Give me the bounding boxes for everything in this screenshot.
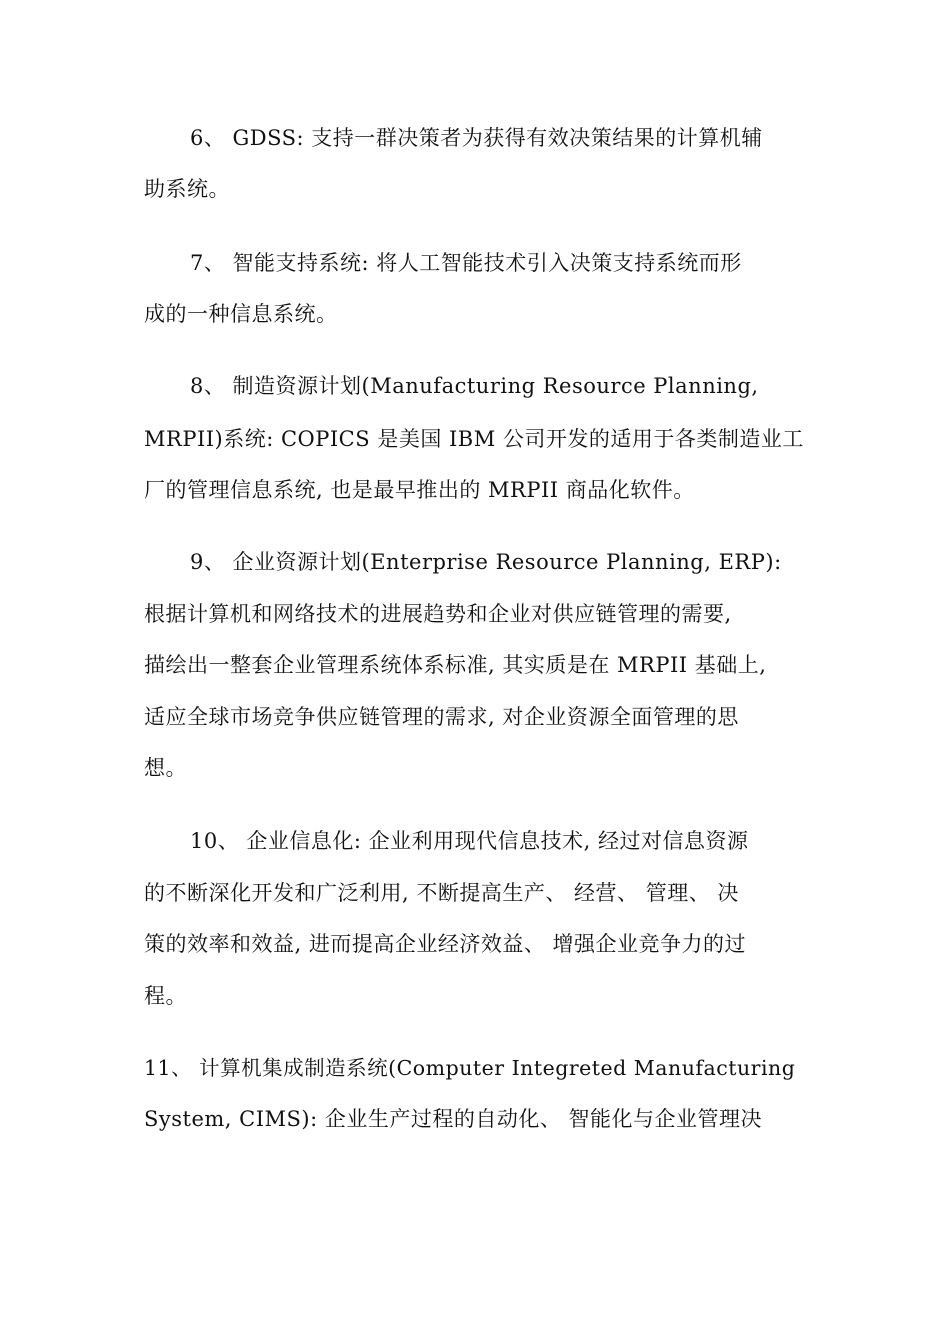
paragraph-line: MRPII)系统: COPICS 是美国 IBM 公司开发的适用于各类制造业工	[144, 427, 804, 451]
paragraph-line: 9、 企业资源计划(Enterprise Resource Planning, ERP):	[190, 550, 782, 574]
paragraph-line: 10、 企业信息化: 企业利用现代信息技术, 经过对信息资源	[190, 829, 749, 853]
paragraph-line: 厂的管理信息系统, 也是最早推出的 MRPII 商品化软件。	[144, 478, 695, 502]
paragraph-line: 7、 智能支持系统: 将人工智能技术引入决策支持系统而形	[190, 251, 742, 275]
paragraph-line: 根据计算机和网络技术的进展趋势和企业对供应链管理的需要,	[144, 602, 732, 626]
paragraph-line: 程。	[144, 984, 187, 1008]
paragraph-line: 适应全球市场竞争供应链管理的需求, 对企业资源全面管理的思	[144, 705, 739, 729]
paragraph-line: 8、 制造资源计划(Manufacturing Resource Planning,	[190, 374, 759, 398]
paragraph-line: 描绘出一整套企业管理系统体系标准, 其实质是在 MRPII 基础上,	[144, 653, 767, 677]
paragraph-line: 想。	[144, 756, 187, 780]
paragraph-line: 成的一种信息系统。	[144, 302, 338, 326]
paragraph-line: 6、 GDSS: 支持一群决策者为获得有效决策结果的计算机辅	[190, 126, 763, 150]
paragraph-line: 的不断深化开发和广泛利用, 不断提高生产、 经营、 管理、 决	[144, 881, 739, 905]
paragraph-line: 助系统。	[144, 177, 230, 201]
paragraph-line: 11、 计算机集成制造系统(Computer Integreted Manufacturing	[144, 1056, 796, 1080]
paragraph-line: System, CIMS): 企业生产过程的自动化、 智能化与企业管理决	[144, 1107, 763, 1131]
paragraph-line: 策的效率和效益, 进而提高企业经济效益、 增强企业竞争力的过	[144, 932, 747, 956]
